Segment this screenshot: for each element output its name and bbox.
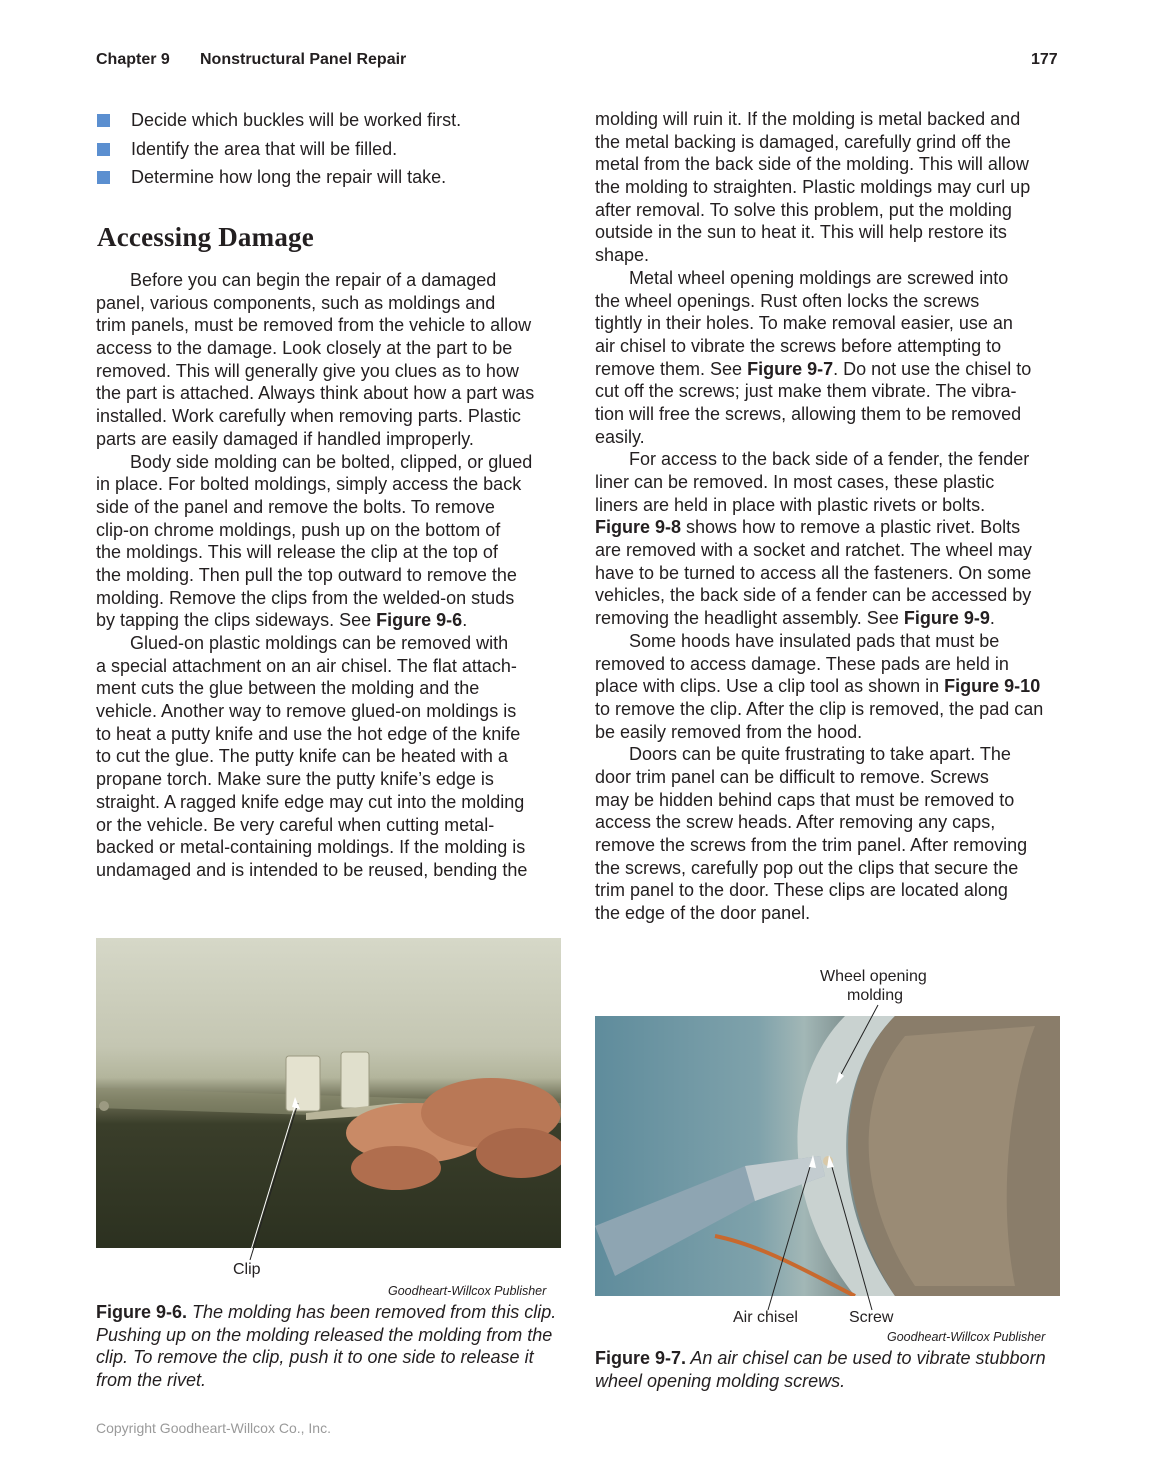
text-line: clip-on chrome moldings, push up on the bottom of — [96, 519, 501, 540]
text-line: air chisel to vibrate the screws before attempting to — [595, 335, 1002, 356]
bullet-square-icon — [97, 143, 110, 156]
text-line: trim panel to the door. These clips are located along — [595, 880, 1008, 901]
text-line: liner can be removed. In most cases, these plastic — [595, 472, 995, 492]
left-column — [96, 269, 566, 882]
text-line: cut off the screws; just make them vibrate. The vibra- — [595, 381, 1017, 402]
text-line: are removed with a socket and ratchet. The wheel may — [595, 540, 1032, 561]
figure-number: Figure 9-6. — [96, 1302, 188, 1322]
text-line: liners are held in place with plastic rivets or bolts. — [595, 494, 986, 515]
bullet-square-icon — [97, 171, 110, 184]
bullet-square-icon — [97, 114, 110, 127]
text-line: shape. — [595, 245, 650, 266]
text-line: molding. Remove the clips from the welded-on studs — [96, 587, 515, 608]
label-clip: Clip — [233, 1261, 261, 1278]
text-line: the metal backing is damaged, carefully grind off the — [595, 131, 1011, 152]
text-line: propane torch. Make sure the putty knife’s edge is — [96, 769, 494, 790]
text-line: Figure 9-8 shows how to remove a plastic rivet. Bolts — [595, 517, 1021, 538]
text-line: access the screw heads. After removing any caps, — [595, 812, 996, 833]
text-line: in place. For bolted moldings, simply access the back — [96, 474, 522, 495]
copyright-footer: Copyright Goodheart-Willcox Co., Inc. — [96, 1420, 331, 1436]
text-line: side of the panel and remove the bolts. To remove — [96, 496, 495, 517]
figure-9-7-caption — [595, 1347, 1065, 1392]
text-line: tion will free the screws, allowing them to be removed — [595, 403, 1022, 424]
text-line: metal from the back side of the molding. This will allow — [595, 154, 1029, 175]
text-line: be easily removed from the hood. — [595, 721, 863, 742]
chapter-label: Chapter 9 — [96, 51, 170, 68]
text-line: have to be turned to access all the fasteners. On some — [595, 562, 1032, 583]
text-line: Some hoods have insulated pads that must be — [629, 630, 1000, 651]
bullet-text: Decide which buckles will be worked first. — [131, 110, 462, 130]
text-line: vehicle. Another way to remove glued-on moldings is — [96, 701, 517, 722]
label-wheel-opening: Wheel opening — [820, 968, 927, 985]
figure-9-6-caption — [96, 1301, 566, 1392]
text-line: or the vehicle. Be very careful when cutting metal- — [96, 814, 495, 835]
figure-9-6-photo — [96, 938, 561, 1248]
label-screw: Screw — [849, 1309, 894, 1326]
text-line: the molding to straighten. Plastic moldings may curl up — [595, 177, 1031, 198]
text-line: panel, various components, such as moldings and — [96, 292, 496, 313]
right-column — [595, 108, 1065, 925]
text-line: may be hidden behind caps that must be removed to — [595, 789, 1015, 810]
caption-text: The molding has been removed from this clip. Pushing up on the molding released the molding from the clip. To remove the clip, push it to one side to release it from the rivet. — [96, 1302, 557, 1391]
chapter-title: Nonstructural Panel Repair — [200, 51, 407, 68]
label-molding: molding — [847, 987, 904, 1004]
figure-9-7-callout-lines — [760, 1000, 890, 1315]
text-line: ment cuts the glue between the molding and the — [96, 678, 480, 699]
text-line: Body side molding can be bolted, clipped, or glued — [130, 451, 533, 472]
figure-reference: Figure 9-8 — [595, 517, 682, 538]
text-line: place with clips. Use a clip tool as shown in Figure 9-10 — [595, 676, 1041, 697]
text-line: backed or metal-containing moldings. If the molding is — [96, 837, 526, 858]
text-line: the wheel openings. Rust often locks the screws — [595, 290, 980, 311]
text-line: door trim panel can be difficult to remove. Screws — [595, 766, 989, 787]
text-line: by tapping the clips sideways. See Figure 9-6. — [96, 610, 468, 631]
text-line: Glued-on plastic moldings can be removed with — [130, 633, 509, 653]
figure-reference: Figure 9-9 — [903, 608, 990, 629]
text-line: straight. A ragged knife edge may cut into the molding — [96, 791, 525, 812]
figure-9-7-credit: Goodheart-Willcox Publisher — [887, 1330, 1046, 1344]
text-line: removing the headlight assembly. See Figure 9-9. — [595, 608, 995, 629]
text-line: molding will ruin it. If the molding is metal backed and — [595, 109, 1021, 129]
text-line: vehicles, the back side of a fender can be accessed by — [595, 585, 1032, 606]
caption-text: An air chisel can be used to vibrate stubborn wheel opening molding screws. — [595, 1348, 1046, 1391]
text-line: remove the screws from the trim panel. After removing — [595, 835, 1028, 855]
bullet-text: Determine how long the repair will take. — [131, 167, 447, 187]
label-air-chisel: Air chisel — [733, 1309, 798, 1326]
page-number: 177 — [1031, 51, 1058, 68]
figure-reference: Figure 9-7 — [747, 358, 834, 379]
text-line: remove them. See Figure 9-7. Do not use the chisel to — [595, 358, 1032, 379]
figure-reference: Figure 9-10 — [944, 676, 1041, 697]
text-line: the part is attached. Always think about how a part was — [96, 383, 535, 404]
bullet-text: Identify the area that will be filled. — [131, 139, 398, 159]
text-line: a special attachment on an air chisel. The flat attach- — [96, 655, 517, 676]
text-line: removed. This will generally give you clues as to how — [96, 360, 519, 381]
figure-9-6-credit: Goodheart-Willcox Publisher — [388, 1284, 547, 1298]
text-line: access to the damage. Look closely at the part to be — [96, 338, 513, 359]
text-line: the edge of the door panel. — [595, 903, 811, 924]
text-line: Metal wheel opening moldings are screwed into — [629, 267, 1009, 288]
text-line: to remove the clip. After the clip is removed, the pad can — [595, 698, 1044, 719]
text-line: undamaged and is intended to be reused, bending the — [96, 859, 528, 880]
text-line: parts are easily damaged if handled improperly. — [96, 428, 474, 449]
clip-callout-line — [240, 1095, 310, 1265]
text-line: Before you can begin the repair of a damaged — [130, 270, 497, 290]
text-line: to cut the glue. The putty knife can be heated with a — [96, 746, 508, 767]
figure-reference: Figure 9-6 — [376, 610, 463, 631]
text-line: easily. — [595, 426, 645, 447]
text-line: trim panels, must be removed from the vehicle to allow — [96, 315, 532, 336]
text-line: tightly in their holes. To make removal easier, use an — [595, 313, 1013, 334]
text-line: the moldings. This will release the clip at the top of — [96, 542, 498, 563]
text-line: the molding. Then pull the top outward to remove the — [96, 564, 517, 585]
text-line: For access to the back side of a fender, the fender — [629, 449, 1030, 470]
molding-clip-illustration — [96, 938, 561, 1248]
figure-number: Figure 9-7. — [595, 1348, 687, 1368]
text-line: removed to access damage. These pads are held in — [595, 653, 1009, 674]
text-line: installed. Work carefully when removing parts. Plastic — [96, 406, 521, 427]
text-line: the screws, carefully pop out the clips that secure the — [595, 857, 1019, 878]
section-heading: Accessing Damage — [97, 222, 314, 252]
text-line: outside in the sun to heat it. This will help restore its — [595, 222, 1007, 243]
text-line: after removal. To solve this problem, put the molding — [595, 199, 1012, 220]
text-line: to heat a putty knife and use the hot edge of the knife — [96, 723, 521, 744]
text-line: Doors can be quite frustrating to take apart. The — [629, 744, 1011, 765]
